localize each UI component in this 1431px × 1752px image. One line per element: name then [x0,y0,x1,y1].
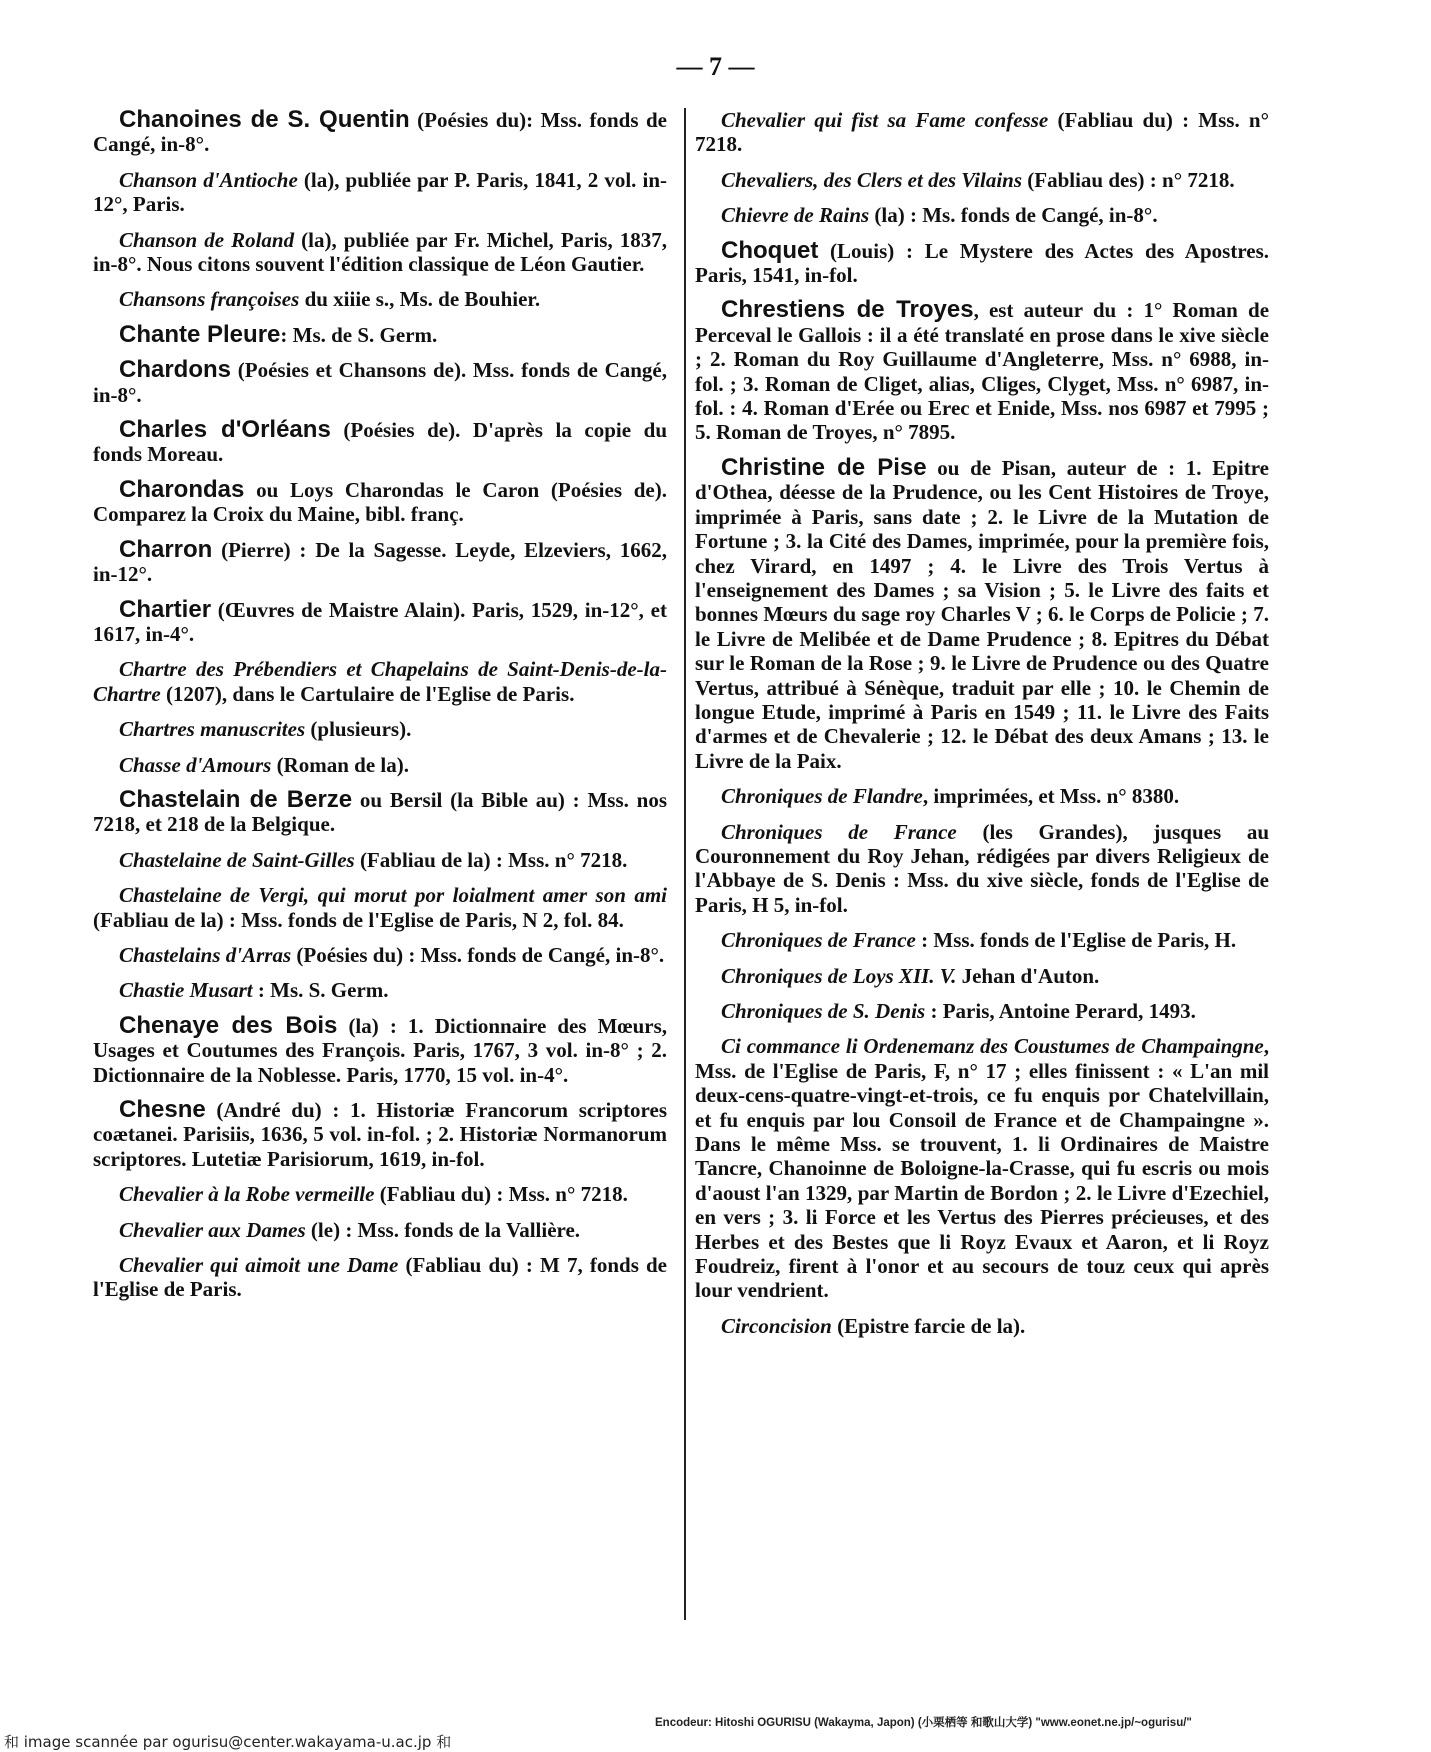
entry-title: Chroniques de France [721,819,957,844]
entry-heading: Chesne [119,1096,206,1123]
bibliography-entry [695,964,1269,988]
bibliography-entry [93,595,667,647]
entry-title: Circoncision [721,1313,832,1338]
entry-text: (Louis) : Le Mystere des Actes des Apostres. Paris, 1541, in-fol. [695,238,1269,288]
entry-heading: Chenaye des Bois [119,1011,338,1039]
bibliography-entry [93,657,667,706]
entry-title: Chroniques de Flandre [721,784,923,809]
entry-title: Chevalier qui fist sa Fame confesse [721,108,1049,132]
bibliography-entry [93,168,667,217]
bibliography-entry [93,943,667,967]
bibliography-entry [93,1218,667,1242]
bibliography-entry [695,108,1269,157]
entry-title: Chroniques de Loys XII. V. [721,963,957,988]
entry-text: (plusieurs). [305,717,412,742]
entry-text: du xiiie s., Ms. de Bouhier. [299,287,541,312]
bibliography-entry [695,453,1270,773]
entry-text: (Epistre farcie de la). [831,1313,1026,1338]
entry-heading: Charron [119,535,213,563]
bibliography-entry [695,999,1269,1023]
entry-title: Ci commance li Ordenemanz des Coustumes de Champaingne [721,1034,1264,1059]
entry-heading: Choquet [721,236,819,264]
entry-text: (Fabliau du) : M 7, fonds de l'Eglise de Paris. [93,1253,667,1302]
bibliography-entry [93,287,667,311]
bibliography-entry [93,1182,667,1206]
entry-text: (la), publiée par Fr. Michel, Paris, 1837, in-8°. Nous citons souvent l'édition classique de Léon Gautier. [93,227,667,277]
entry-text: (Pierre) : De la Sagesse. Leyde, Elzeviers, 1662, in-12°. [93,537,667,587]
bibliography-entry [93,320,667,348]
entry-text: (la) : 1. Dictionnaire des Mœurs, Usages et Coutumes des François. Paris, 1767, 3 vol. in-8° ; 2. Dictionnaire de la Noblesse. Paris, 1770, 15 vol. in-4°. [93,1013,667,1087]
bibliography-entry [695,298,1269,444]
bibliography-entry [695,784,1269,808]
bibliography-entry [695,203,1269,227]
scan-note: 和 image scannée par ogurisu@center.wakayama-u.ac.jp 和 [0,1732,1431,1752]
entry-text: (Fabliau du) : Mss. n° 7218. [374,1182,628,1207]
entry-text: (Poésies et Chansons de). Mss. fonds de Cangé, in-8°. [93,358,667,407]
entry-title: Chevalier à la Robe vermeille [119,1182,375,1207]
bibliography-entry [93,535,667,587]
entry-title: Chevalier qui aimoit une Dame [119,1253,399,1278]
bibliography-entry [93,475,667,527]
bibliography-entry [93,883,667,932]
entry-text: (les Grandes), jusques au Couronnement du Roy Jehan, rédigées par divers Religieux de l'Abbaye de S. Denis : Mss. du xive siècle, fonds de l'Eglise de Paris, H 5, in-fol. [695,819,1269,917]
entry-text: (la), publiée par P. Paris, 1841, 2 vol. in-12°, Paris. [93,167,667,217]
entry-heading: Chanoines de S. Quentin [119,106,410,133]
entry-title: Chartre des Prébendiers et Chapelains de Saint-Denis-de-la-Chartre [93,657,667,706]
entry-text: (Fabliau de la) : Mss. fonds de l'Eglise de Paris, N 2, fol. 84. [93,907,624,932]
entry-heading: Chrestiens de Troyes [721,296,974,324]
entry-heading: Chastelain de Berze [119,785,353,813]
entry-heading: Chartier [119,595,212,623]
entry-heading: Charondas [119,475,245,503]
entry-text: Jehan d'Auton. [956,963,1100,988]
entry-text: (André du) : 1. Historiæ Francorum scriptores coætanei. Parisiis, 1636, 5 vol. in-fol. ; 2. Historiæ Normanorum scriptores. Lutetiæ Parisiorum, 1619, in-fol. [93,1098,667,1171]
entry-title: Chasse d'Amours [119,752,272,777]
entry-text: (Fabliau des) : n° 7218. [1022,167,1235,192]
entry-text: , imprimées, et Mss. n° 8380. [922,784,1180,809]
bibliography-entry [93,108,667,157]
entry-text: (Roman de la). [271,752,409,777]
bibliography-entry [93,418,667,467]
entry-text: : Mss. fonds de l'Eglise de Paris, H. [915,928,1237,953]
bibliography-entry [93,848,667,872]
entry-title: Chevaliers, des Clers et des Vilains [721,167,1023,192]
bibliography-entry [93,978,667,1002]
entry-text: : Ms. de S. Germ. [280,322,438,347]
bibliography-entry [93,753,667,777]
entry-text: (Poésies du): Mss. fonds de Cangé, in-8°. [93,108,667,157]
entry-text: ou de Pisan, auteur de : 1. Epitre d'Othea, déesse de la Prudence, ou les Cent Histoires de Troye, imprimée à Paris, sans date ; 2. le Livre de la Mutation de Fortune ; 3. la Cité des Dames, imprimée, pour la première fois, chez Virard, en 1497 ; 4. le Livre des Trois Vertus à l'enseignement des Dames ; sa Vision ; 5. le Livre des faits et bonnes Mœurs du sage roy Charles V ; 6. le Corps de Policie ; 7. le Livre de Melibée et de Dame Prudence ; 8. Epitres du Débat sur le Roman de la Rose ; 9. le Livre de Prudence ou des Quatre Vertus, attribué à Sénèque, traduit par elle ; 10. le Chemin de longue Etude, imprimé à Paris en 1549 ; 11. le Livre des Faits d'armes et de Chevalerie ; 12. le Débat des deux Amans ; 13. le Livre de la Paix. [695,455,1270,773]
entry-title: Chastelains d'Arras [119,942,292,967]
bibliography-entry [695,1034,1269,1302]
entry-title: Chevalier aux Dames [119,1217,306,1242]
entry-text: (Fabliau du) : Mss. n° 7218. [695,108,1269,157]
entry-heading: Chante Pleure [119,320,281,348]
bibliography-entry [695,928,1269,952]
entry-text: (Poésies du) : Mss. fonds de Cangé, in-8°. [291,942,665,967]
bibliography-entry [695,1314,1269,1338]
entry-text: (Fabliau de la) : Mss. n° 7218. [354,847,628,872]
bibliography-entry [93,228,667,277]
entry-text: , est auteur du : 1° Roman de Perceval le Gallois : il a été translaté en prose dans le xive siècle ; 2. Roman du Roy Guillaume d'Angleterre, Mss. n° 6988, in-fol. ; 3. Roman de Cliget, alias, Cliges, Clyget, Mss. n° 6987, in-fol. : 4. Roman d'Erée ou Erec et Enide, Mss. nos 6987 et 7995 ; 5. Roman de Troyes, n° 7895. [695,298,1270,445]
entry-text: (1207), dans le Cartulaire de l'Eglise de Paris. [160,681,575,706]
encoder-credit: Encodeur: Hitoshi OGURISU (Wakayma, Japon) (小栗栖等 和歌山大学) "www.eonet.ne.jp/~ogurisu/" [655,1717,1192,1729]
entry-text: : Paris, Antoine Perard, 1493. [925,999,1196,1023]
entry-text: (Œuvres de Maistre Alain). Paris, 1529, in-12°, et 1617, in-4°. [93,597,667,646]
bibliography-entry [695,236,1269,288]
entry-title: Chanson d'Antioche [119,167,298,192]
entry-title: Chastie Musart [119,978,253,1003]
entry-title: Chastelaine de Saint-Gilles [119,847,355,872]
entry-text: : Ms. S. Germ. [252,978,389,1003]
column-divider [684,108,686,1620]
bibliography-entry [93,785,667,837]
entry-title: Chansons françoises [119,287,300,312]
bibliography-entry [93,1098,667,1171]
page-number: — 7 — [676,52,755,81]
bibliography-entry [93,1011,667,1087]
entry-title: Chartres manuscrites [119,717,306,742]
entry-heading: Chardons [119,356,232,384]
bibliography-entry [93,1253,667,1302]
right-column [695,108,1269,1349]
entry-text: , Mss. de l'Eglise de Paris, F, n° 17 ; elles finissent : « L'an mil deux-cens-quatre-vingt-et-trois, ce fu enquis por Chatelvillain, et fu enquis par lou Consoil de France et de Champaingne ». Dans le même Mss. se trouvent, 1. li Ordinaires de Maistre Tancre, Chanoinne de Boloigne-la-Crasse, qui fu escris ou mois d'aoust l'an 1329, par Martin de Bordon ; 2. le Livre d'Ezechiel, en vers ; 3. li Force et les Vertus des Pierres précieuses, et des Herbes et des Bestes que li Royz Evaux et Aaron, et li Royz Foudreiz, firent à l'onor et au secours de touz ceux qui après lour vendrient. [695,1034,1269,1303]
left-column [93,108,667,1313]
entry-title: Chroniques de France [721,928,916,953]
entry-text: (Poésies de). D'après la copie du fonds Moreau. [93,418,667,467]
entry-text: ou Loys Charondas le Caron (Poésies de). Comparez la Croix du Maine, bibl. franç. [93,477,667,527]
entry-title: Chanson de Roland [119,227,295,252]
entry-text: (la) : Ms. fonds de Cangé, in-8°. [869,203,1158,228]
entry-text: ou Bersil (la Bible au) : Mss. nos 7218, et 218 de la Belgique. [93,787,667,837]
entry-title: Chastelaine de Vergi, qui morut por loialment amer son ami [119,883,667,908]
entry-text: (le) : Mss. fonds de la Vallière. [305,1217,581,1242]
entry-title: Chroniques de S. Denis [721,999,926,1023]
entry-heading: Christine de Pise [721,453,927,481]
bibliography-entry [695,168,1269,192]
bibliography-entry [695,820,1269,918]
bibliography-entry [93,358,667,407]
entry-heading: Charles d'Orléans [119,416,331,444]
bibliography-entry [93,717,667,741]
entry-title: Chievre de Rains [721,203,870,228]
